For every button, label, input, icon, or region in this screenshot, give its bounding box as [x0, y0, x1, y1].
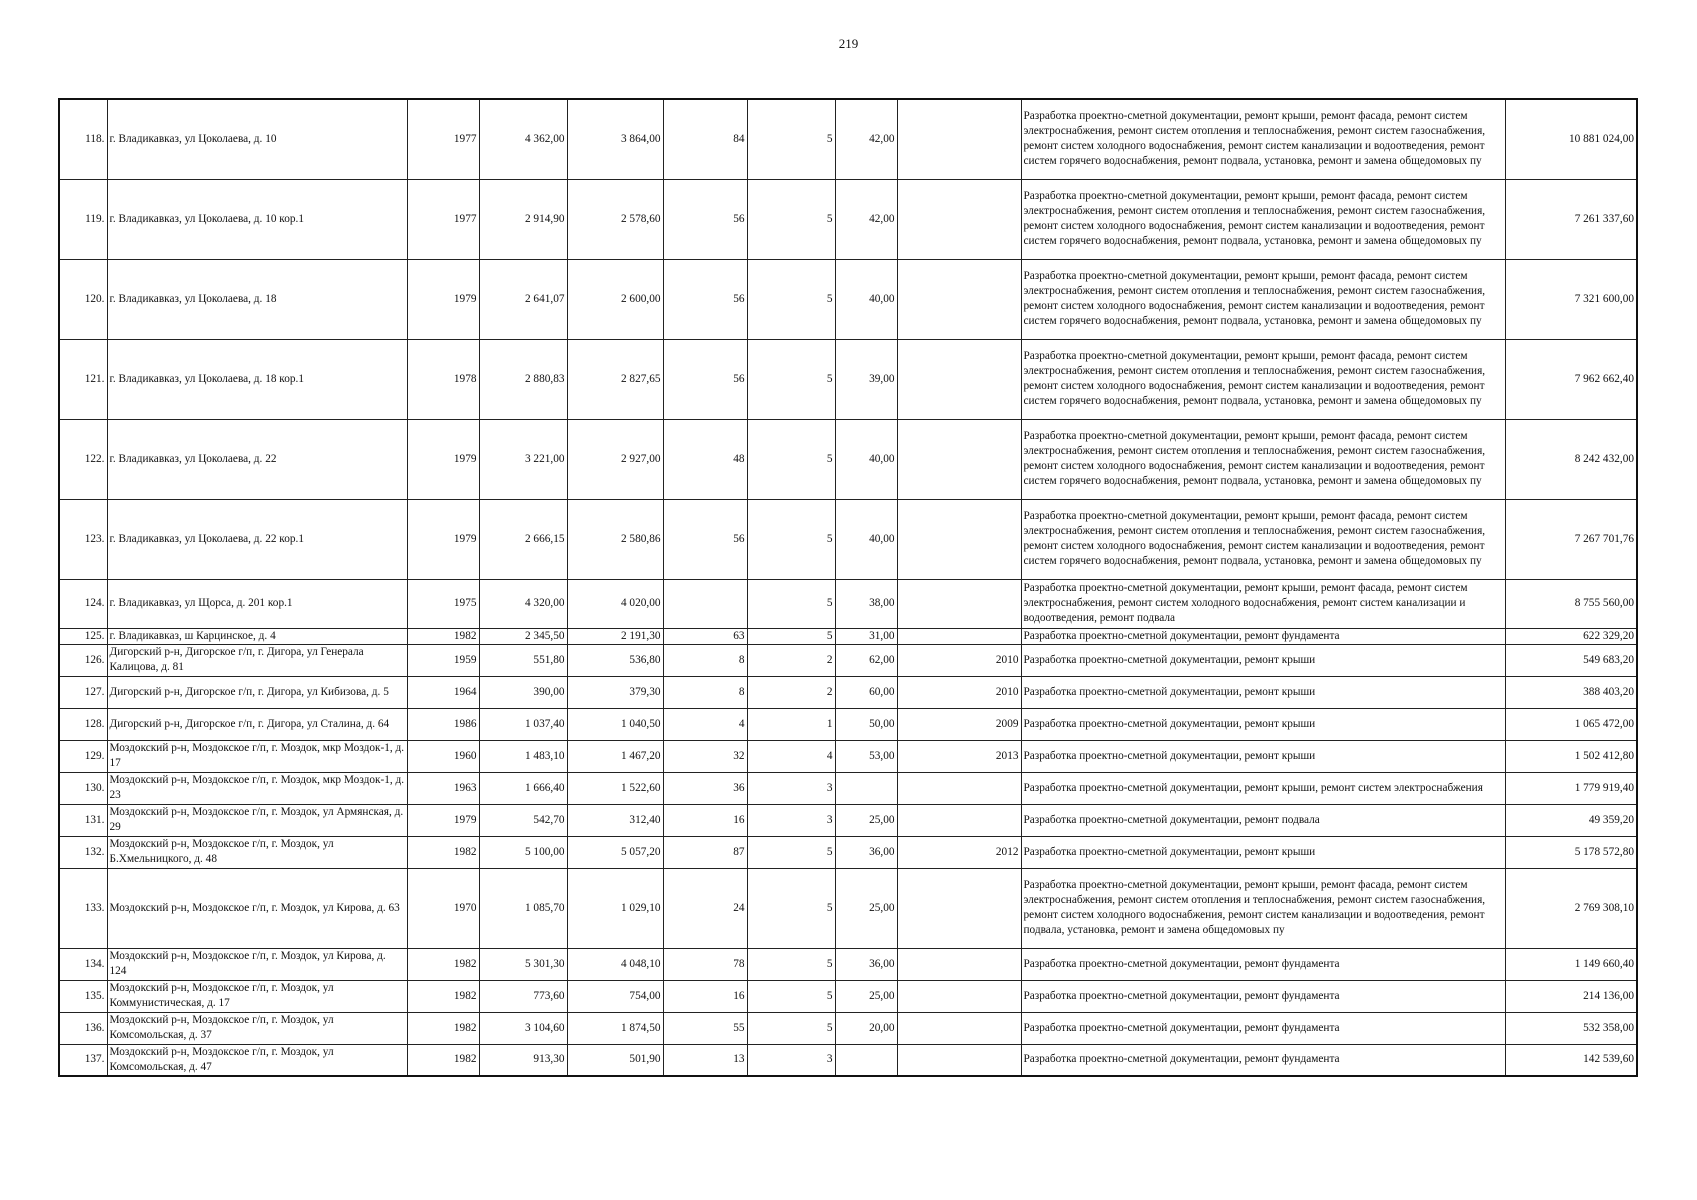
wear-cell: 50,00	[835, 708, 897, 740]
residents-cell: 13	[663, 1044, 747, 1076]
year-cell: 1982	[407, 628, 479, 644]
address-cell: Моздокский р-н, Моздокское г/п, г. Моздок, мкр Моздок-1, д. 17	[107, 740, 407, 772]
address-cell: Моздокский р-н, Моздокское г/п, г. Моздок, ул Б.Хмельницкого, д. 48	[107, 836, 407, 868]
wear-cell: 20,00	[835, 1012, 897, 1044]
living-area-cell: 536,80	[567, 644, 663, 676]
last-repair-cell	[897, 628, 1021, 644]
floors-cell: 5	[747, 99, 835, 179]
wear-cell: 40,00	[835, 419, 897, 499]
floors-cell: 5	[747, 579, 835, 628]
table-row	[59, 628, 1637, 644]
year-cell: 1960	[407, 740, 479, 772]
row-number: 136.	[59, 1012, 107, 1044]
repair-registry-table	[58, 98, 1638, 1077]
table-row	[59, 980, 1637, 1012]
wear-cell: 38,00	[835, 579, 897, 628]
cost-cell: 1 502 412,80	[1505, 740, 1637, 772]
living-area-cell: 1 467,20	[567, 740, 663, 772]
row-number: 137.	[59, 1044, 107, 1076]
table-row	[59, 836, 1637, 868]
table-row	[59, 339, 1637, 419]
works-cell: Разработка проектно-сметной документации, ремонт фундамента	[1021, 980, 1505, 1012]
row-number: 124.	[59, 579, 107, 628]
works-cell: Разработка проектно-сметной документации, ремонт крыши	[1021, 836, 1505, 868]
address-cell: г. Владикавказ, ул Щорса, д. 201 кор.1	[107, 579, 407, 628]
row-number: 135.	[59, 980, 107, 1012]
year-cell: 1982	[407, 1044, 479, 1076]
residents-cell	[663, 579, 747, 628]
address-cell: Дигорский р-н, Дигорское г/п, г. Дигора, ул Кибизова, д. 5	[107, 676, 407, 708]
wear-cell: 36,00	[835, 836, 897, 868]
address-cell: Моздокский р-н, Моздокское г/п, г. Моздок, ул Комсомольская, д. 37	[107, 1012, 407, 1044]
table-row	[59, 708, 1637, 740]
year-cell: 1979	[407, 804, 479, 836]
cost-cell: 1 779 919,40	[1505, 772, 1637, 804]
year-cell: 1979	[407, 259, 479, 339]
table-row	[59, 804, 1637, 836]
works-cell: Разработка проектно-сметной документации, ремонт крыши, ремонт фасада, ремонт систем электроснабжения, ремонт систем отопления и теплоснабжения, ремонт систем газоснабжения, ремонт систем холодного водоснабжения, ремонт систем канализации и водоотведения, ремонт систем горячего водоснабжения, ремонт подвала, установка, ремонт и замена общедомовых пу	[1021, 99, 1505, 179]
address-cell: г. Владикавказ, ул Цоколаева, д. 18	[107, 259, 407, 339]
year-cell: 1964	[407, 676, 479, 708]
row-number: 119.	[59, 179, 107, 259]
residents-cell: 16	[663, 804, 747, 836]
works-cell: Разработка проектно-сметной документации, ремонт фундамента	[1021, 948, 1505, 980]
floors-cell: 5	[747, 259, 835, 339]
address-cell: г. Владикавказ, ш Карцинское, д. 4	[107, 628, 407, 644]
row-number: 126.	[59, 644, 107, 676]
last-repair-cell	[897, 419, 1021, 499]
residents-cell: 8	[663, 644, 747, 676]
works-cell: Разработка проектно-сметной документации, ремонт фундамента	[1021, 1012, 1505, 1044]
works-cell: Разработка проектно-сметной документации, ремонт крыши, ремонт фасада, ремонт систем электроснабжения, ремонт систем отопления и теплоснабжения, ремонт систем газоснабжения, ремонт систем холодного водоснабжения, ремонт систем канализации и водоотведения, ремонт подвала, установка, ремонт и замена общедомовых пу	[1021, 868, 1505, 948]
table-row	[59, 868, 1637, 948]
living-area-cell: 754,00	[567, 980, 663, 1012]
last-repair-cell	[897, 948, 1021, 980]
last-repair-cell	[897, 772, 1021, 804]
total-area-cell: 773,60	[479, 980, 567, 1012]
year-cell: 1982	[407, 980, 479, 1012]
cost-cell: 549 683,20	[1505, 644, 1637, 676]
residents-cell: 56	[663, 499, 747, 579]
year-cell: 1982	[407, 948, 479, 980]
floors-cell: 5	[747, 980, 835, 1012]
cost-cell: 7 261 337,60	[1505, 179, 1637, 259]
year-cell: 1982	[407, 836, 479, 868]
cost-cell: 7 321 600,00	[1505, 259, 1637, 339]
living-area-cell: 1 029,10	[567, 868, 663, 948]
address-cell: Моздокский р-н, Моздокское г/п, г. Моздок, ул Армянская, д. 29	[107, 804, 407, 836]
total-area-cell: 2 880,83	[479, 339, 567, 419]
living-area-cell: 2 827,65	[567, 339, 663, 419]
page-number: 219	[838, 36, 859, 51]
total-area-cell: 551,80	[479, 644, 567, 676]
works-cell: Разработка проектно-сметной документации, ремонт фундамента	[1021, 1044, 1505, 1076]
row-number: 129.	[59, 740, 107, 772]
floors-cell: 5	[747, 836, 835, 868]
address-cell: Дигорский р-н, Дигорское г/п, г. Дигора, ул Генерала Калицова, д. 81	[107, 644, 407, 676]
table-row	[59, 1044, 1637, 1076]
table-row	[59, 499, 1637, 579]
table-row	[59, 259, 1637, 339]
wear-cell: 25,00	[835, 804, 897, 836]
row-number: 125.	[59, 628, 107, 644]
last-repair-cell	[897, 868, 1021, 948]
row-number: 128.	[59, 708, 107, 740]
residents-cell: 8	[663, 676, 747, 708]
row-number: 123.	[59, 499, 107, 579]
address-cell: г. Владикавказ, ул Цоколаева, д. 18 кор.1	[107, 339, 407, 419]
total-area-cell: 1 483,10	[479, 740, 567, 772]
last-repair-cell	[897, 980, 1021, 1012]
table-row	[59, 676, 1637, 708]
works-cell: Разработка проектно-сметной документации, ремонт крыши, ремонт фасада, ремонт систем электроснабжения, ремонт систем отопления и теплоснабжения, ремонт систем газоснабжения, ремонт систем холодного водоснабжения, ремонт систем канализации и водоотведения, ремонт систем горячего водоснабжения, ремонт подвала, установка, ремонт и замена общедомовых пу	[1021, 499, 1505, 579]
address-cell: Моздокский р-н, Моздокское г/п, г. Моздок, ул Комсомольская, д. 47	[107, 1044, 407, 1076]
living-area-cell: 1 522,60	[567, 772, 663, 804]
year-cell: 1970	[407, 868, 479, 948]
address-cell: г. Владикавказ, ул Цоколаева, д. 22	[107, 419, 407, 499]
residents-cell: 4	[663, 708, 747, 740]
last-repair-cell: 2009	[897, 708, 1021, 740]
total-area-cell: 1 085,70	[479, 868, 567, 948]
cost-cell: 10 881 024,00	[1505, 99, 1637, 179]
residents-cell: 87	[663, 836, 747, 868]
works-cell: Разработка проектно-сметной документации, ремонт крыши, ремонт фасада, ремонт систем электроснабжения, ремонт систем отопления и теплоснабжения, ремонт систем газоснабжения, ремонт систем холодного водоснабжения, ремонт систем канализации и водоотведения, ремонт систем горячего водоснабжения, ремонт подвала, установка, ремонт и замена общедомовых пу	[1021, 179, 1505, 259]
cost-cell: 2 769 308,10	[1505, 868, 1637, 948]
floors-cell: 5	[747, 419, 835, 499]
floors-cell: 5	[747, 628, 835, 644]
year-cell: 1982	[407, 1012, 479, 1044]
total-area-cell: 2 345,50	[479, 628, 567, 644]
living-area-cell: 3 864,00	[567, 99, 663, 179]
wear-cell: 39,00	[835, 339, 897, 419]
living-area-cell: 4 020,00	[567, 579, 663, 628]
last-repair-cell	[897, 579, 1021, 628]
wear-cell: 25,00	[835, 980, 897, 1012]
year-cell: 1977	[407, 99, 479, 179]
cost-cell: 388 403,20	[1505, 676, 1637, 708]
total-area-cell: 913,30	[479, 1044, 567, 1076]
last-repair-cell	[897, 499, 1021, 579]
floors-cell: 4	[747, 740, 835, 772]
wear-cell: 62,00	[835, 644, 897, 676]
living-area-cell: 2 578,60	[567, 179, 663, 259]
year-cell: 1975	[407, 579, 479, 628]
wear-cell: 53,00	[835, 740, 897, 772]
total-area-cell: 4 362,00	[479, 99, 567, 179]
works-cell: Разработка проектно-сметной документации, ремонт крыши, ремонт фасада, ремонт систем электроснабжения, ремонт систем холодного водоснабжения, ремонт систем канализации и водоотведения, ремонт подвала	[1021, 579, 1505, 628]
last-repair-cell: 2010	[897, 644, 1021, 676]
address-cell: Дигорский р-н, Дигорское г/п, г. Дигора, ул Сталина, д. 64	[107, 708, 407, 740]
works-cell: Разработка проектно-сметной документации, ремонт крыши, ремонт фасада, ремонт систем электроснабжения, ремонт систем отопления и теплоснабжения, ремонт систем газоснабжения, ремонт систем холодного водоснабжения, ремонт систем канализации и водоотведения, ремонт систем горячего водоснабжения, ремонт подвала, установка, ремонт и замена общедомовых пу	[1021, 419, 1505, 499]
year-cell: 1963	[407, 772, 479, 804]
year-cell: 1977	[407, 179, 479, 259]
total-area-cell: 3 221,00	[479, 419, 567, 499]
table-row	[59, 644, 1637, 676]
row-number: 130.	[59, 772, 107, 804]
total-area-cell: 542,70	[479, 804, 567, 836]
residents-cell: 56	[663, 259, 747, 339]
total-area-cell: 1 037,40	[479, 708, 567, 740]
row-number: 134.	[59, 948, 107, 980]
residents-cell: 24	[663, 868, 747, 948]
last-repair-cell	[897, 259, 1021, 339]
total-area-cell: 390,00	[479, 676, 567, 708]
total-area-cell: 5 100,00	[479, 836, 567, 868]
living-area-cell: 5 057,20	[567, 836, 663, 868]
cost-cell: 214 136,00	[1505, 980, 1637, 1012]
table-row	[59, 948, 1637, 980]
wear-cell: 40,00	[835, 499, 897, 579]
floors-cell: 3	[747, 772, 835, 804]
total-area-cell: 3 104,60	[479, 1012, 567, 1044]
address-cell: г. Владикавказ, ул Цоколаева, д. 10	[107, 99, 407, 179]
cost-cell: 8 242 432,00	[1505, 419, 1637, 499]
wear-cell: 60,00	[835, 676, 897, 708]
living-area-cell: 4 048,10	[567, 948, 663, 980]
last-repair-cell	[897, 179, 1021, 259]
works-cell: Разработка проектно-сметной документации, ремонт подвала	[1021, 804, 1505, 836]
last-repair-cell	[897, 1044, 1021, 1076]
cost-cell: 7 267 701,76	[1505, 499, 1637, 579]
floors-cell: 5	[747, 179, 835, 259]
residents-cell: 56	[663, 179, 747, 259]
residents-cell: 36	[663, 772, 747, 804]
address-cell: г. Владикавказ, ул Цоколаева, д. 10 кор.1	[107, 179, 407, 259]
wear-cell: 40,00	[835, 259, 897, 339]
floors-cell: 5	[747, 499, 835, 579]
year-cell: 1978	[407, 339, 479, 419]
table-row	[59, 179, 1637, 259]
works-cell: Разработка проектно-сметной документации, ремонт крыши, ремонт фасада, ремонт систем электроснабжения, ремонт систем отопления и теплоснабжения, ремонт систем газоснабжения, ремонт систем холодного водоснабжения, ремонт систем канализации и водоотведения, ремонт систем горячего водоснабжения, ремонт подвала, установка, ремонт и замена общедомовых пу	[1021, 339, 1505, 419]
works-cell: Разработка проектно-сметной документации, ремонт крыши, ремонт систем электроснабжения	[1021, 772, 1505, 804]
living-area-cell: 2 600,00	[567, 259, 663, 339]
total-area-cell: 4 320,00	[479, 579, 567, 628]
total-area-cell: 1 666,40	[479, 772, 567, 804]
year-cell: 1986	[407, 708, 479, 740]
cost-cell: 5 178 572,80	[1505, 836, 1637, 868]
cost-cell: 1 149 660,40	[1505, 948, 1637, 980]
works-cell: Разработка проектно-сметной документации, ремонт крыши	[1021, 676, 1505, 708]
floors-cell: 5	[747, 1012, 835, 1044]
row-number: 127.	[59, 676, 107, 708]
living-area-cell: 2 580,86	[567, 499, 663, 579]
row-number: 121.	[59, 339, 107, 419]
row-number: 131.	[59, 804, 107, 836]
wear-cell	[835, 772, 897, 804]
table-row	[59, 419, 1637, 499]
table-row	[59, 99, 1637, 179]
floors-cell: 3	[747, 1044, 835, 1076]
total-area-cell: 2 914,90	[479, 179, 567, 259]
cost-cell: 622 329,20	[1505, 628, 1637, 644]
residents-cell: 55	[663, 1012, 747, 1044]
total-area-cell: 5 301,30	[479, 948, 567, 980]
last-repair-cell	[897, 1012, 1021, 1044]
total-area-cell: 2 666,15	[479, 499, 567, 579]
residents-cell: 48	[663, 419, 747, 499]
row-number: 120.	[59, 259, 107, 339]
works-cell: Разработка проектно-сметной документации, ремонт крыши, ремонт фасада, ремонт систем электроснабжения, ремонт систем отопления и теплоснабжения, ремонт систем газоснабжения, ремонт систем холодного водоснабжения, ремонт систем канализации и водоотведения, ремонт систем горячего водоснабжения, ремонт подвала, установка, ремонт и замена общедомовых пу	[1021, 259, 1505, 339]
works-cell: Разработка проектно-сметной документации, ремонт крыши	[1021, 644, 1505, 676]
living-area-cell: 2 927,00	[567, 419, 663, 499]
year-cell: 1959	[407, 644, 479, 676]
residents-cell: 84	[663, 99, 747, 179]
wear-cell: 42,00	[835, 179, 897, 259]
address-cell: Моздокский р-н, Моздокское г/п, г. Моздок, ул Кирова, д. 124	[107, 948, 407, 980]
wear-cell: 25,00	[835, 868, 897, 948]
row-number: 122.	[59, 419, 107, 499]
table-row	[59, 579, 1637, 628]
floors-cell: 2	[747, 676, 835, 708]
address-cell: Моздокский р-н, Моздокское г/п, г. Моздок, ул Коммунистическая, д. 17	[107, 980, 407, 1012]
floors-cell: 5	[747, 339, 835, 419]
year-cell: 1979	[407, 419, 479, 499]
cost-cell: 7 962 662,40	[1505, 339, 1637, 419]
living-area-cell: 1 040,50	[567, 708, 663, 740]
residents-cell: 56	[663, 339, 747, 419]
living-area-cell: 312,40	[567, 804, 663, 836]
cost-cell: 8 755 560,00	[1505, 579, 1637, 628]
row-number: 118.	[59, 99, 107, 179]
works-cell: Разработка проектно-сметной документации, ремонт фундамента	[1021, 628, 1505, 644]
wear-cell	[835, 1044, 897, 1076]
floors-cell: 2	[747, 644, 835, 676]
cost-cell: 49 359,20	[1505, 804, 1637, 836]
residents-cell: 78	[663, 948, 747, 980]
total-area-cell: 2 641,07	[479, 259, 567, 339]
cost-cell: 1 065 472,00	[1505, 708, 1637, 740]
wear-cell: 42,00	[835, 99, 897, 179]
residents-cell: 63	[663, 628, 747, 644]
wear-cell: 36,00	[835, 948, 897, 980]
living-area-cell: 501,90	[567, 1044, 663, 1076]
address-cell: Моздокский р-н, Моздокское г/п, г. Моздок, ул Кирова, д. 63	[107, 868, 407, 948]
floors-cell: 5	[747, 948, 835, 980]
cost-cell: 142 539,60	[1505, 1044, 1637, 1076]
table-row	[59, 740, 1637, 772]
table-row	[59, 1012, 1637, 1044]
residents-cell: 16	[663, 980, 747, 1012]
cost-cell: 532 358,00	[1505, 1012, 1637, 1044]
last-repair-cell	[897, 804, 1021, 836]
address-cell: Моздокский р-н, Моздокское г/п, г. Моздок, мкр Моздок-1, д. 23	[107, 772, 407, 804]
floors-cell: 3	[747, 804, 835, 836]
works-cell: Разработка проектно-сметной документации, ремонт крыши	[1021, 708, 1505, 740]
residents-cell: 32	[663, 740, 747, 772]
floors-cell: 5	[747, 868, 835, 948]
works-cell: Разработка проектно-сметной документации, ремонт крыши	[1021, 740, 1505, 772]
row-number: 133.	[59, 868, 107, 948]
living-area-cell: 2 191,30	[567, 628, 663, 644]
year-cell: 1979	[407, 499, 479, 579]
last-repair-cell	[897, 99, 1021, 179]
last-repair-cell: 2012	[897, 836, 1021, 868]
last-repair-cell	[897, 339, 1021, 419]
floors-cell: 1	[747, 708, 835, 740]
row-number: 132.	[59, 836, 107, 868]
address-cell: г. Владикавказ, ул Цоколаева, д. 22 кор.1	[107, 499, 407, 579]
living-area-cell: 379,30	[567, 676, 663, 708]
table-row	[59, 772, 1637, 804]
wear-cell: 31,00	[835, 628, 897, 644]
living-area-cell: 1 874,50	[567, 1012, 663, 1044]
last-repair-cell: 2013	[897, 740, 1021, 772]
last-repair-cell: 2010	[897, 676, 1021, 708]
